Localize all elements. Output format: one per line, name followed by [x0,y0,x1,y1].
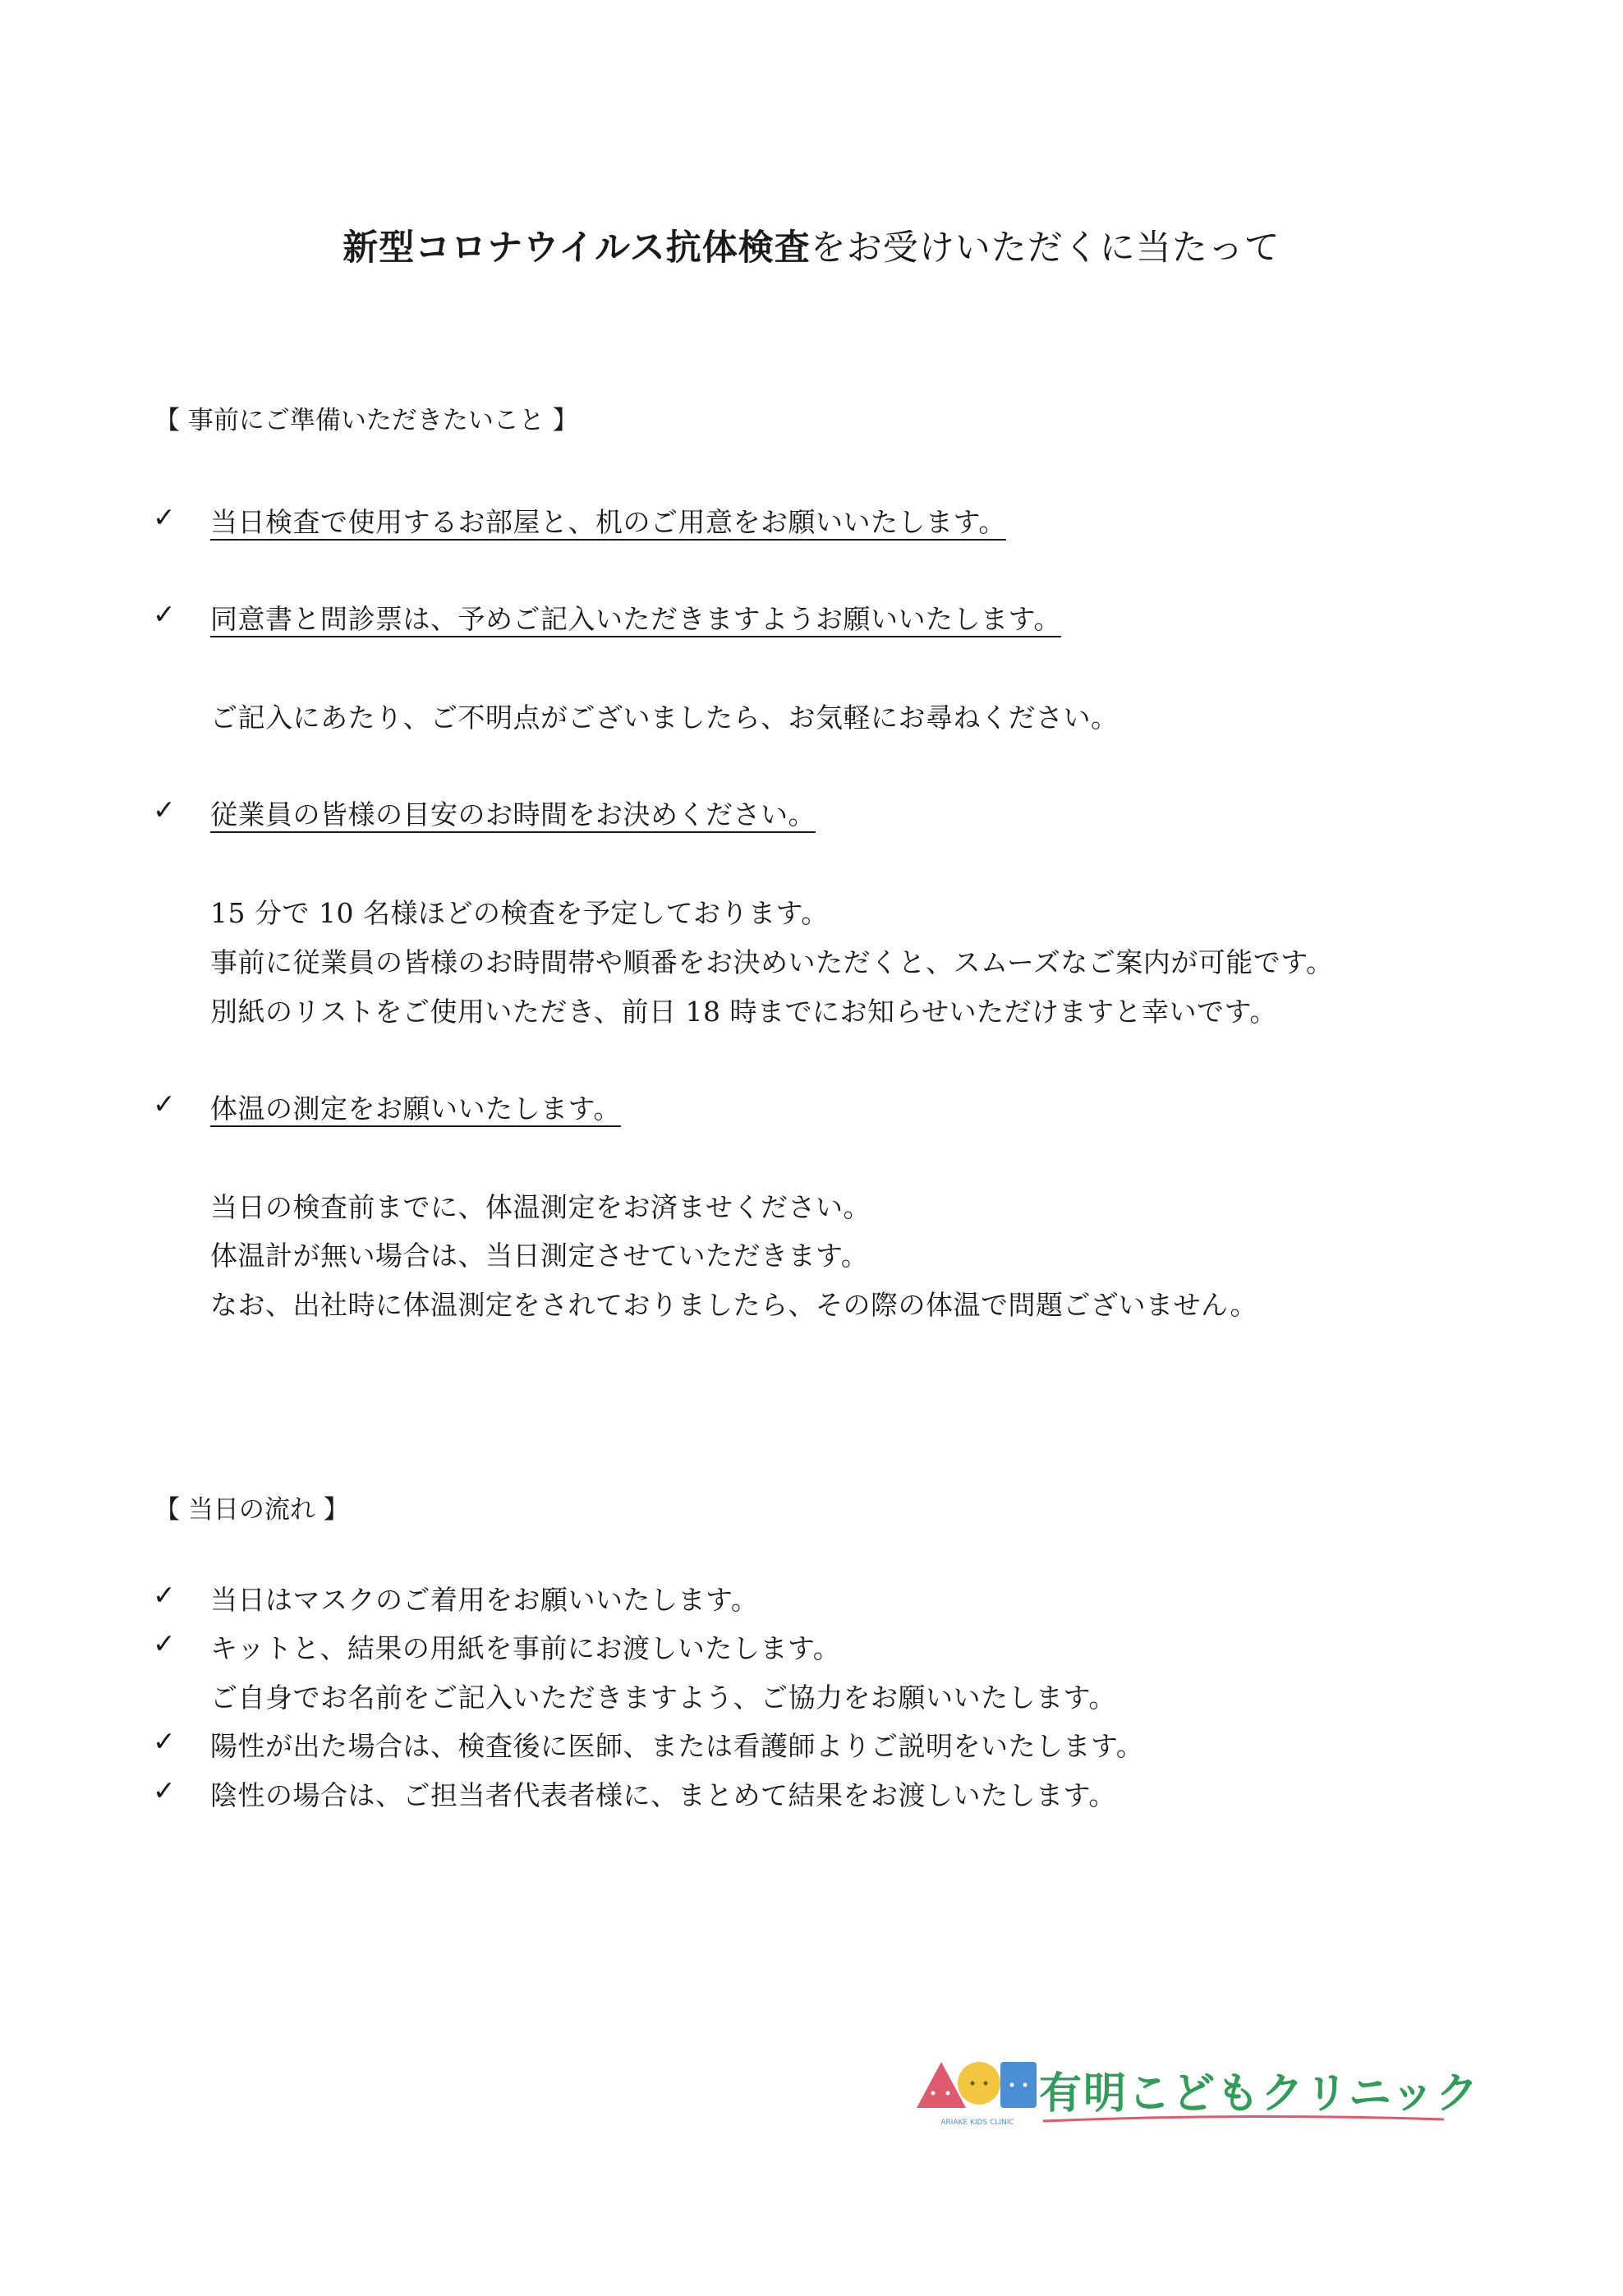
check-icon: ✓ [153,1579,176,1611]
logo-circle [958,2062,1000,2105]
clinic-logo [912,2045,1480,2136]
flow-item-1: 当日はマスクのご着用をお願いいたします。 [210,1584,759,1616]
logo-square [1000,2062,1037,2108]
title-rest: をお受けいただくに当たって [810,228,1280,269]
detail-line: 体温計が無い場合は、当日測定させていただきます。 [210,1240,869,1272]
logo-text: 有明こどもクリニック [1039,2069,1480,2119]
check-icon: ✓ [153,1088,176,1120]
section-header-preparation: 【 事前にご準備いただきたいこと 】 [154,406,578,435]
check-icon: ✓ [153,501,176,533]
flow-item-2-detail: ご自身でお名前をご記入いただきますよう、ご協力をお願いいたします。 [210,1682,1116,1714]
check-icon: ✓ [153,794,176,826]
item-heading: 当日検査で使用するお部屋と、机のご用意をお願いいたします。 [210,506,1006,538]
preparation-item-3 [210,794,830,832]
flow-item-4: 陰性の場合は、ご担当者代表者様に、まとめて結果をお渡しいたします。 [210,1779,1116,1811]
page-title [0,220,1623,270]
detail-line: 別紙のリストをご使用いただき、前日 18 時までにお知らせいただけますと幸いです。 [210,996,1277,1028]
check-icon: ✓ [153,1774,176,1806]
item-heading: 同意書と問診票は、予めご記入いただきますようお願いいたします。 [210,603,1061,635]
detail-line: ご記入にあたり、ご不明点がございましたら、お気軽にお尋ねください。 [210,702,1119,734]
item-heading: 体温の測定をお願いいたします。 [210,1093,621,1125]
preparation-item-1 [210,501,1021,540]
item-heading: 従業員の皆様の目安のお時間をお決めください。 [210,798,816,831]
check-icon: ✓ [153,598,176,630]
preparation-item-2 [210,598,1076,637]
detail-line: 15 分で 10 名様ほどの検査を予定しております。 [210,897,829,929]
detail-line: 事前に従業員の皆様のお時間帯や順番をお決めいただくと、スムーズなご案内が可能です。 [210,946,1334,978]
title-bold: 新型コロナウイルス抗体検査 [343,228,811,269]
preparation-item-4 [210,1088,636,1126]
section-header-day-flow: 【 当日の流れ 】 [154,1495,349,1525]
logo-small-text: ARIAKE KIDS CLINIC [940,2119,1014,2127]
check-icon: ✓ [153,1627,176,1659]
flow-item-3: 陽性が出た場合は、検査後に医師、または看護師よりご説明をいたします。 [210,1730,1144,1762]
check-icon: ✓ [153,1725,176,1757]
detail-line: なお、出社時に体温測定をされておりましたら、その際の体温で問題ございません。 [210,1289,1257,1321]
detail-line: 当日の検査前までに、体温測定をお済ませください。 [210,1191,871,1223]
flow-item-2: キットと、結果の用紙を事前にお渡しいたします。 [210,1632,841,1664]
